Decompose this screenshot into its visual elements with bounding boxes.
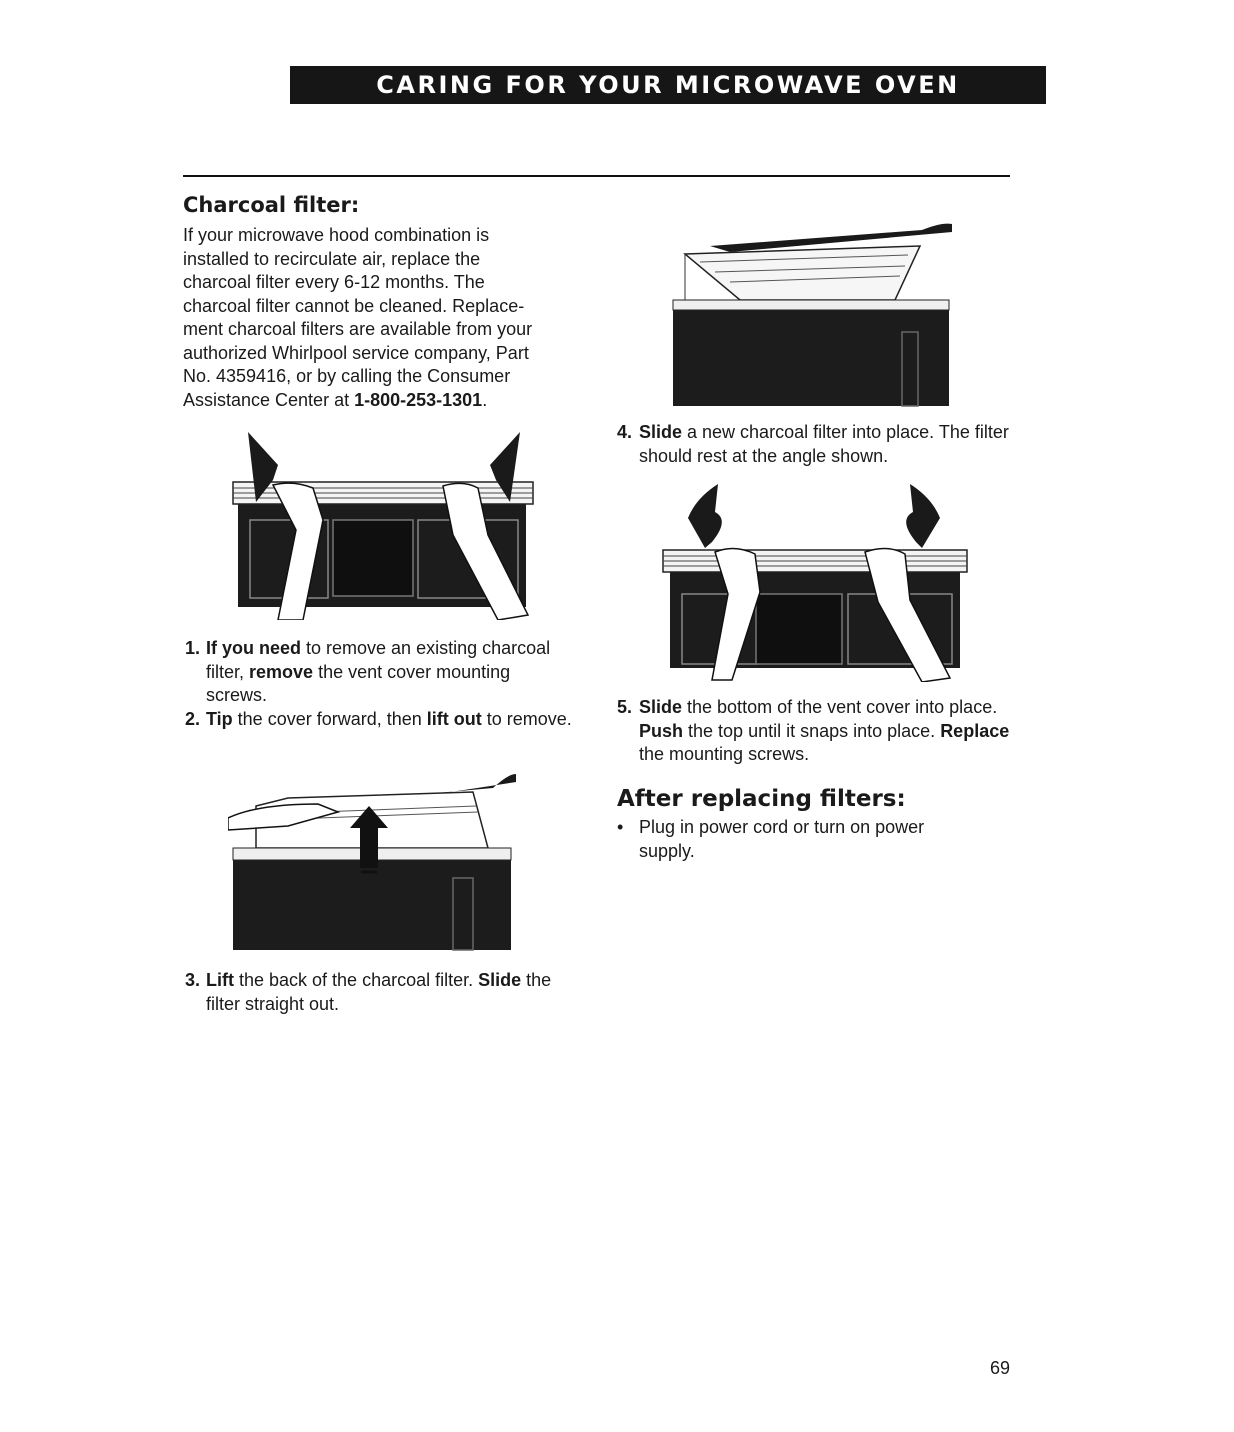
charcoal-filter-section bbox=[183, 192, 583, 412]
intro-line: If your microwave hood combination is bbox=[183, 225, 490, 245]
section-banner: CARING FOR YOUR MICROWAVE OVEN bbox=[290, 66, 1046, 104]
intro-line: installed to recirculate air, replace the bbox=[183, 248, 481, 269]
step-4 bbox=[617, 421, 1017, 468]
step-number: 3. bbox=[185, 970, 201, 990]
step-body: the top until it snaps into place. bbox=[683, 720, 941, 741]
step-body: the vent cover mounting screws. bbox=[206, 661, 511, 705]
step-text bbox=[185, 969, 575, 1016]
step-keyword: Slide bbox=[639, 422, 683, 442]
step-text bbox=[185, 637, 575, 708]
step-text bbox=[617, 696, 1017, 767]
after-list-item bbox=[617, 816, 979, 863]
bullet: • bbox=[617, 817, 624, 837]
step-body: the back of the charcoal filter. bbox=[233, 970, 479, 990]
intro-line bbox=[183, 389, 583, 413]
new-filter-illustration bbox=[670, 222, 952, 408]
step-keyword: Slide bbox=[478, 970, 522, 990]
step-1 bbox=[185, 637, 575, 708]
step-5 bbox=[617, 696, 1017, 767]
phone-number: 1-800-253-1301 bbox=[354, 389, 483, 410]
step-text bbox=[617, 421, 1017, 468]
step-text bbox=[185, 708, 575, 732]
step-2 bbox=[185, 708, 575, 732]
after-heading: After replacing filters: bbox=[617, 786, 906, 812]
step-keyword: remove bbox=[249, 661, 314, 682]
top-rule bbox=[183, 175, 1010, 177]
intro-line: charcoal filter cannot be cleaned. Replace- bbox=[183, 295, 525, 316]
step-keyword: Push bbox=[639, 720, 684, 741]
step-keyword: If you need bbox=[206, 638, 302, 658]
step-body: the bottom of the vent cover into place. bbox=[682, 697, 998, 717]
intro-paragraph bbox=[183, 224, 583, 412]
step-body: the mounting screws. bbox=[639, 744, 810, 764]
step-number: 5. bbox=[617, 697, 633, 717]
step-body: to remove an existing charcoal filter, bbox=[206, 638, 551, 682]
remove-vent-cover-illustration bbox=[228, 420, 540, 620]
step-body: to remove. bbox=[481, 709, 572, 729]
intro-line: authorized Whirlpool service company, Part bbox=[183, 342, 529, 363]
step-number: 1. bbox=[185, 638, 201, 658]
intro-line: charcoal filter every 6-12 months. The bbox=[183, 272, 485, 292]
intro-line: ment charcoal filters are available from your bbox=[183, 319, 533, 339]
intro-text: Assistance Center at bbox=[183, 389, 355, 410]
step-keyword: Replace bbox=[940, 720, 1010, 741]
step-3 bbox=[185, 969, 575, 1016]
step-body: the cover forward, then bbox=[232, 709, 427, 729]
intro-text: . bbox=[482, 389, 488, 410]
step-number: 4. bbox=[617, 422, 633, 442]
replace-vent-cover-illustration bbox=[660, 482, 970, 682]
after-replacing-section bbox=[617, 784, 1017, 863]
section-heading: Charcoal filter: bbox=[183, 193, 360, 217]
after-item-text: Plug in power cord or turn on power supply. bbox=[639, 817, 925, 861]
step-body: the filter straight out. bbox=[206, 970, 552, 1014]
step-keyword: lift out bbox=[426, 709, 482, 729]
step-number: 2. bbox=[185, 709, 201, 729]
step-keyword: Tip bbox=[206, 709, 233, 729]
lift-filter-illustration bbox=[228, 768, 518, 953]
page-number: 69 bbox=[990, 1358, 1011, 1378]
intro-line: No. 4359416, or by calling the Consumer bbox=[183, 366, 511, 386]
step-keyword: Lift bbox=[206, 970, 234, 990]
step-body: a new charcoal filter into place. The filter should rest at the angle shown. bbox=[639, 422, 1009, 466]
step-keyword: Slide bbox=[639, 697, 683, 717]
